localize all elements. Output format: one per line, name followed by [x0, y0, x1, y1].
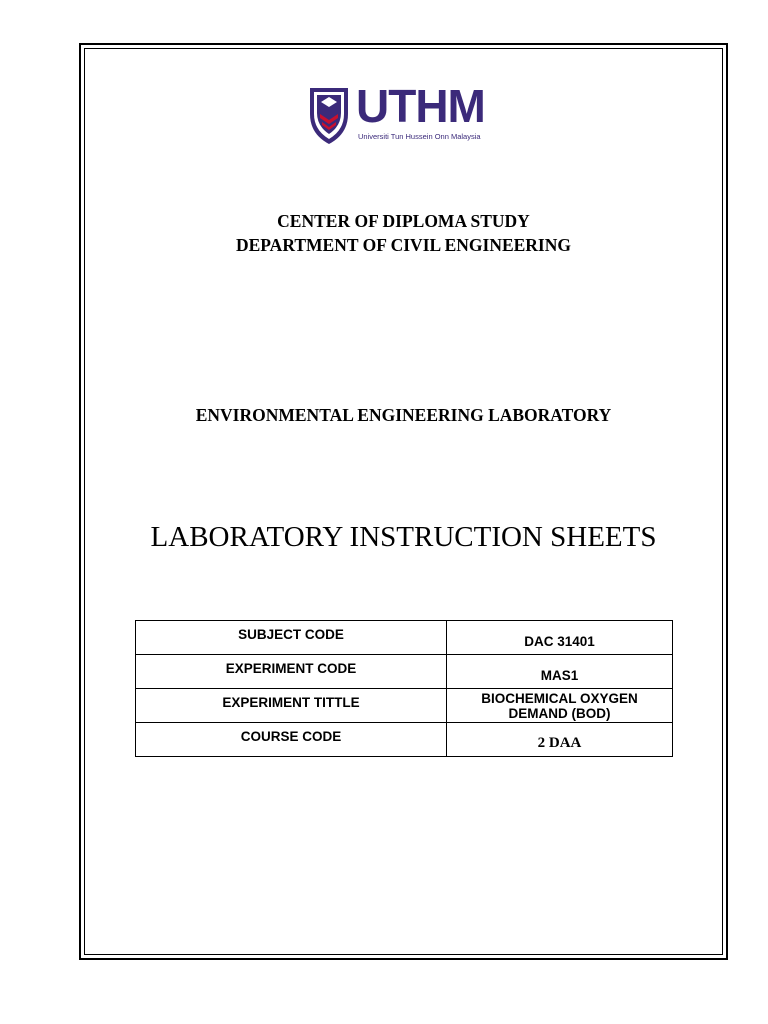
- experiment-code-value: MAS1: [540, 668, 579, 683]
- info-table: [135, 620, 673, 757]
- course-code-label: COURSE CODE: [240, 729, 342, 744]
- table-value: [447, 723, 673, 757]
- table-label: [136, 689, 447, 723]
- table-row: [136, 723, 673, 757]
- experiment-code-label: EXPERIMENT CODE: [225, 661, 357, 676]
- table-label: [136, 655, 447, 689]
- subject-code-value: DAC 31401: [524, 634, 595, 649]
- table-row: [136, 655, 673, 689]
- table-value: [447, 689, 673, 723]
- course-code-value: 2 DAA: [537, 735, 582, 751]
- department-heading: DEPARTMENT OF CIVIL ENGINEERING: [235, 235, 571, 255]
- uthm-logo: [306, 80, 506, 148]
- subject-code-label: SUBJECT CODE: [238, 627, 344, 642]
- page-border-inner: [84, 48, 723, 955]
- table-label: [136, 723, 447, 757]
- logo-wordmark: UTHM: [356, 80, 485, 132]
- table-row: [136, 689, 673, 723]
- experiment-title-label: EXPERIMENT TITTLE: [222, 695, 360, 710]
- document-title: LABORATORY INSTRUCTION SHEETS: [150, 521, 657, 553]
- experiment-title-line2: DEMAND (BOD): [508, 705, 611, 721]
- table-value: [447, 655, 673, 689]
- uthm-crest-icon: [306, 84, 352, 146]
- table-row: [136, 621, 673, 655]
- experiment-title-line1: BIOCHEMICAL OXYGEN: [481, 690, 638, 706]
- table-label: [136, 621, 447, 655]
- experiment-title-value: [481, 691, 638, 721]
- logo-tagline: Universiti Tun Hussein Onn Malaysia: [358, 132, 481, 141]
- table-value: [447, 621, 673, 655]
- center-heading: CENTER OF DIPLOMA STUDY: [277, 211, 530, 231]
- lab-name: ENVIRONMENTAL ENGINEERING LABORATORY: [195, 405, 612, 425]
